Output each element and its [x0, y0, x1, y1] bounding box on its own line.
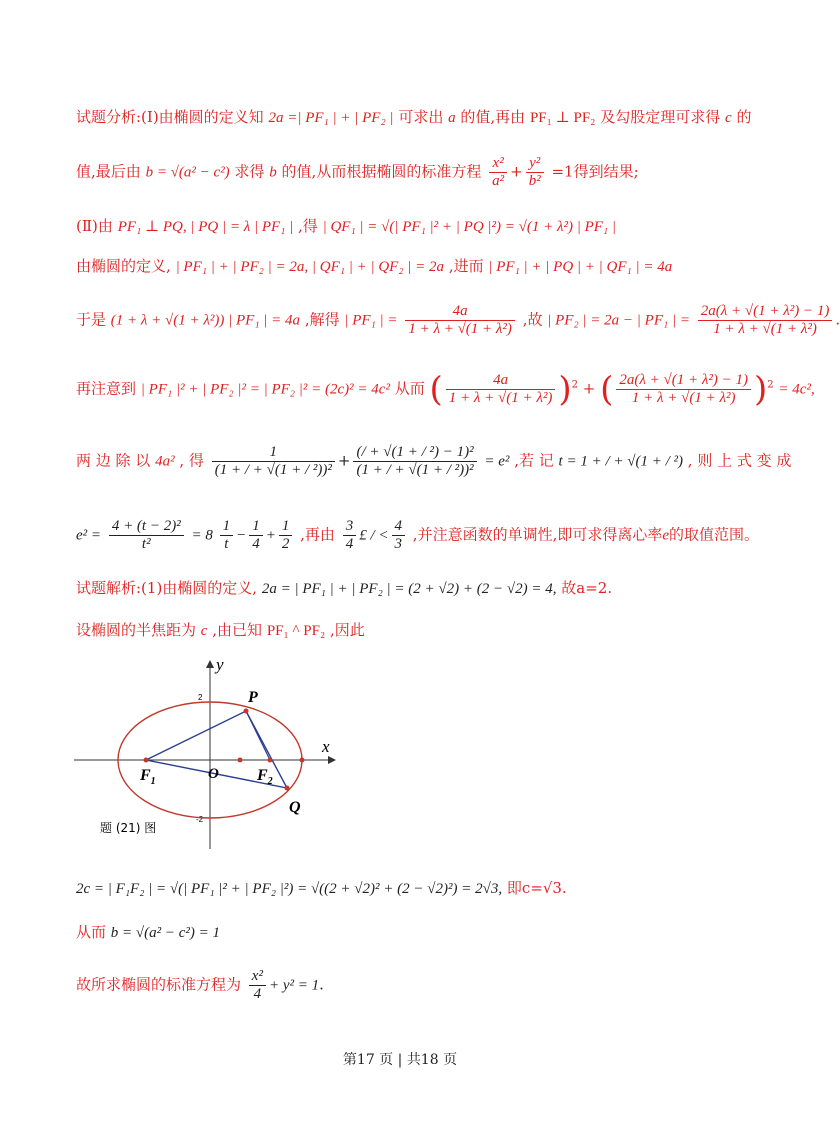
math: + y² = 1 [268, 977, 320, 994]
denominator: 1 + λ + √(1 + λ²) [448, 390, 553, 406]
page-footer [0, 1049, 800, 1069]
denominator: (1 + / + √(1 + / ²))² [214, 462, 332, 478]
numerator: x² [249, 968, 266, 986]
point-q [285, 786, 290, 791]
denominator: t [224, 536, 229, 552]
f2-subscript: 2 [267, 776, 273, 787]
text: ,并注意函数的单调性,即可求得离心率 [412, 525, 663, 544]
numerator: 1 [279, 518, 293, 536]
text: (Ⅱ)由 [76, 217, 113, 235]
operator: + [582, 379, 596, 398]
text: 求得 [234, 162, 265, 181]
fraction [698, 303, 833, 338]
denominator: (1 + / + √(1 + / ²))² [356, 462, 474, 478]
text: 故所求椭圆的标准方程为 [76, 975, 242, 994]
exponent: 2 [767, 379, 774, 391]
math: = e² [484, 453, 510, 470]
numerator: y² [526, 155, 544, 173]
text: 再注意到 [76, 379, 137, 398]
text: 及勾股定理可求得 [600, 108, 721, 126]
numerator: 4a [405, 303, 515, 321]
numerator: 1 [212, 444, 335, 462]
page-total: 共18 页 [406, 1052, 458, 1068]
operator: + [510, 162, 523, 181]
numerator: 4a [446, 372, 556, 390]
math: | PF₁ |² + | PF₂ |² = | PF₂ |² = (2c)² = 4c² [140, 381, 390, 398]
text: ,因此 [329, 621, 365, 639]
numerator: 4 [392, 518, 406, 536]
denominator: 4 [253, 986, 262, 1002]
denominator: 3 [394, 536, 403, 552]
segment-pf2 [246, 711, 270, 760]
fraction [392, 518, 406, 553]
text: ,进而 [448, 257, 484, 275]
solution-line-3 [76, 878, 760, 899]
text: 值,最后由 [76, 162, 141, 181]
text: ,解得 [304, 310, 340, 329]
math: | PF₁ | + | PF₂ | = 2a, | QF₁ | + | QF₂ | = 2a [175, 259, 445, 275]
point-mid [238, 758, 243, 763]
denominator: t² [141, 536, 151, 552]
math: 2a = | PF₁ | + | PF₂ | = (2 + √2) + (2 − √2) = 4, [261, 581, 557, 597]
left-paren: ( [600, 369, 614, 410]
right-paren: ) [754, 369, 768, 410]
text: =1得到结果; [551, 162, 639, 181]
text: . [835, 310, 840, 329]
text: , 得 [179, 451, 204, 470]
analysis-line-3 [76, 216, 760, 237]
numerator: 1 [220, 518, 234, 536]
text: 试题解析:(1)由椭圆的定义, [76, 579, 258, 597]
denominator: 2 [281, 536, 290, 552]
analysis-line-8 [76, 518, 760, 553]
analysis-line-5 [76, 303, 840, 338]
fraction [405, 303, 515, 338]
text: ,再由 [300, 525, 335, 544]
label-o: O [208, 766, 219, 782]
y-axis-label: y [216, 655, 224, 674]
math: − [236, 527, 247, 544]
fraction [526, 155, 544, 190]
math: 2c = | F₁F₂ | = √(| PF₁ |² + | PF₂ |²) = √((2 + √2)² + (2 − √2)²) = 2√3, [76, 881, 503, 897]
math: 4a² [155, 453, 175, 470]
numerator: x² [489, 155, 507, 173]
math: e [662, 527, 670, 544]
math: c [200, 623, 208, 639]
denominator: 4 [345, 536, 354, 552]
math: 2a =| PF₁ | + | PF₂ | [268, 110, 394, 126]
math: | PF₁ | + | PQ | + | QF₁ | = 4a [488, 259, 673, 275]
text: ,由已知 [212, 621, 263, 639]
x-axis-label: x [322, 737, 330, 756]
fraction [212, 444, 335, 479]
point-vertex [300, 758, 305, 763]
fraction [220, 518, 234, 553]
text: 设椭圆的半焦距为 [76, 621, 197, 639]
text: 即c=√3. [506, 879, 567, 897]
text: 于是 [76, 310, 107, 329]
label-f1 [139, 767, 156, 787]
solution-line-5 [76, 968, 760, 1003]
fraction [489, 155, 507, 190]
text: . [319, 975, 324, 994]
numerator: 3 [343, 518, 357, 536]
point-p [244, 709, 249, 714]
label-p: P [248, 689, 258, 706]
math: | PF₁ | = [344, 312, 398, 329]
solution-line-4 [76, 922, 760, 943]
numerator: 2a(λ + √(1 + λ²) − 1) [698, 303, 833, 321]
figure-caption: 题 (21) 图 [100, 821, 157, 835]
text: ,若 记 [514, 451, 554, 470]
footer-separator: | [397, 1052, 403, 1068]
f1-subscript: 1 [150, 776, 156, 787]
numerator: 1 [249, 518, 263, 536]
point-f2 [268, 758, 273, 763]
fraction [249, 968, 266, 1003]
analysis-line-2 [76, 155, 760, 190]
math: PF₁ ⊥ PF₂ [529, 110, 596, 126]
text: 由椭圆的定义, [76, 257, 171, 275]
math: £ / < [359, 527, 389, 544]
analysis-line-1 [76, 107, 760, 128]
denominator: 1 + λ + √(1 + λ²) [631, 390, 736, 406]
text: ,得 [298, 217, 318, 235]
exponent: 2 [571, 379, 579, 391]
analysis-line-7 [76, 444, 792, 479]
math: = 8 [191, 527, 217, 544]
text: 可求出 [398, 108, 444, 126]
math: + [265, 527, 276, 544]
math: | PF₂ | = 2a − | PF₁ | = [547, 312, 690, 329]
analysis-line-4 [76, 256, 760, 277]
right-paren: ) [558, 369, 572, 410]
text: 的取值范围。 [669, 525, 760, 544]
numerator: 4 + (t − 2)² [109, 518, 184, 536]
analysis-line-6 [76, 369, 815, 410]
denominator: a² [492, 173, 505, 189]
denominator: 4 [252, 536, 260, 552]
numerator: 2a(λ + √(1 + λ²) − 1) [616, 372, 751, 390]
text: 从而 [394, 379, 425, 398]
solution-line-2 [76, 620, 760, 641]
left-paren: ( [429, 369, 443, 410]
math: t = 1 + / + √(1 + / ²) [558, 453, 684, 470]
point-f1 [144, 758, 149, 763]
denominator: b² [528, 173, 541, 189]
solution-line-1 [76, 578, 760, 599]
ellipse-diagram [74, 654, 364, 854]
fraction [249, 518, 263, 553]
operator: + [337, 451, 351, 470]
text: 从而 [76, 923, 107, 941]
fraction [446, 372, 556, 407]
math: (1 + λ + √(1 + λ²)) | PF₁ | = 4a [110, 312, 301, 329]
math: = 4c², [778, 381, 815, 398]
text: 的 [736, 108, 752, 126]
math: b = √(a² − c²) = 1 [110, 925, 221, 941]
fraction [279, 518, 293, 553]
math: b = √(a² − c²) [145, 164, 230, 181]
y-axis-arrow [206, 660, 214, 668]
numerator: (/ + √(1 + / ²) − 1)² [353, 444, 476, 462]
fraction [353, 444, 476, 479]
label-q: Q [289, 799, 301, 816]
denominator: 1 + λ + √(1 + λ²) [713, 321, 817, 337]
f2-letter: F [257, 767, 268, 784]
math: PF₁ ^ PF₂ [266, 623, 326, 639]
x-axis-arrow [328, 756, 336, 764]
text: 试题分析:(Ⅰ)由椭圆的定义知 [76, 108, 264, 126]
tick-neg2: -2 [196, 815, 204, 824]
math: | QF₁ | = √(| PF₁ |² + | PQ |²) = √(1 + λ²) | PF₁ | [322, 219, 617, 235]
fraction [616, 372, 751, 407]
text: 的值,再由 [460, 108, 526, 126]
text: ,故 [522, 310, 543, 329]
math: e² = [76, 527, 102, 544]
fraction [343, 518, 357, 553]
text: 的值,从而根据椭圆的标准方程 [281, 162, 482, 181]
fraction [109, 518, 184, 553]
tick-2: 2 [198, 693, 203, 702]
math: PF₁ ⊥ PQ, | PQ | = λ | PF₁ | [117, 219, 294, 235]
page-number: 第17 页 [342, 1052, 394, 1068]
text: 两 边 除 以 [76, 451, 151, 470]
f1-letter: F [140, 767, 151, 784]
text: , 则 上 式 变 成 [687, 451, 792, 470]
denominator: 1 + λ + √(1 + λ²) [408, 321, 512, 337]
math: b [269, 164, 277, 181]
math: c [724, 110, 732, 126]
text: 故a=2. [561, 579, 613, 597]
math: a [448, 110, 456, 126]
